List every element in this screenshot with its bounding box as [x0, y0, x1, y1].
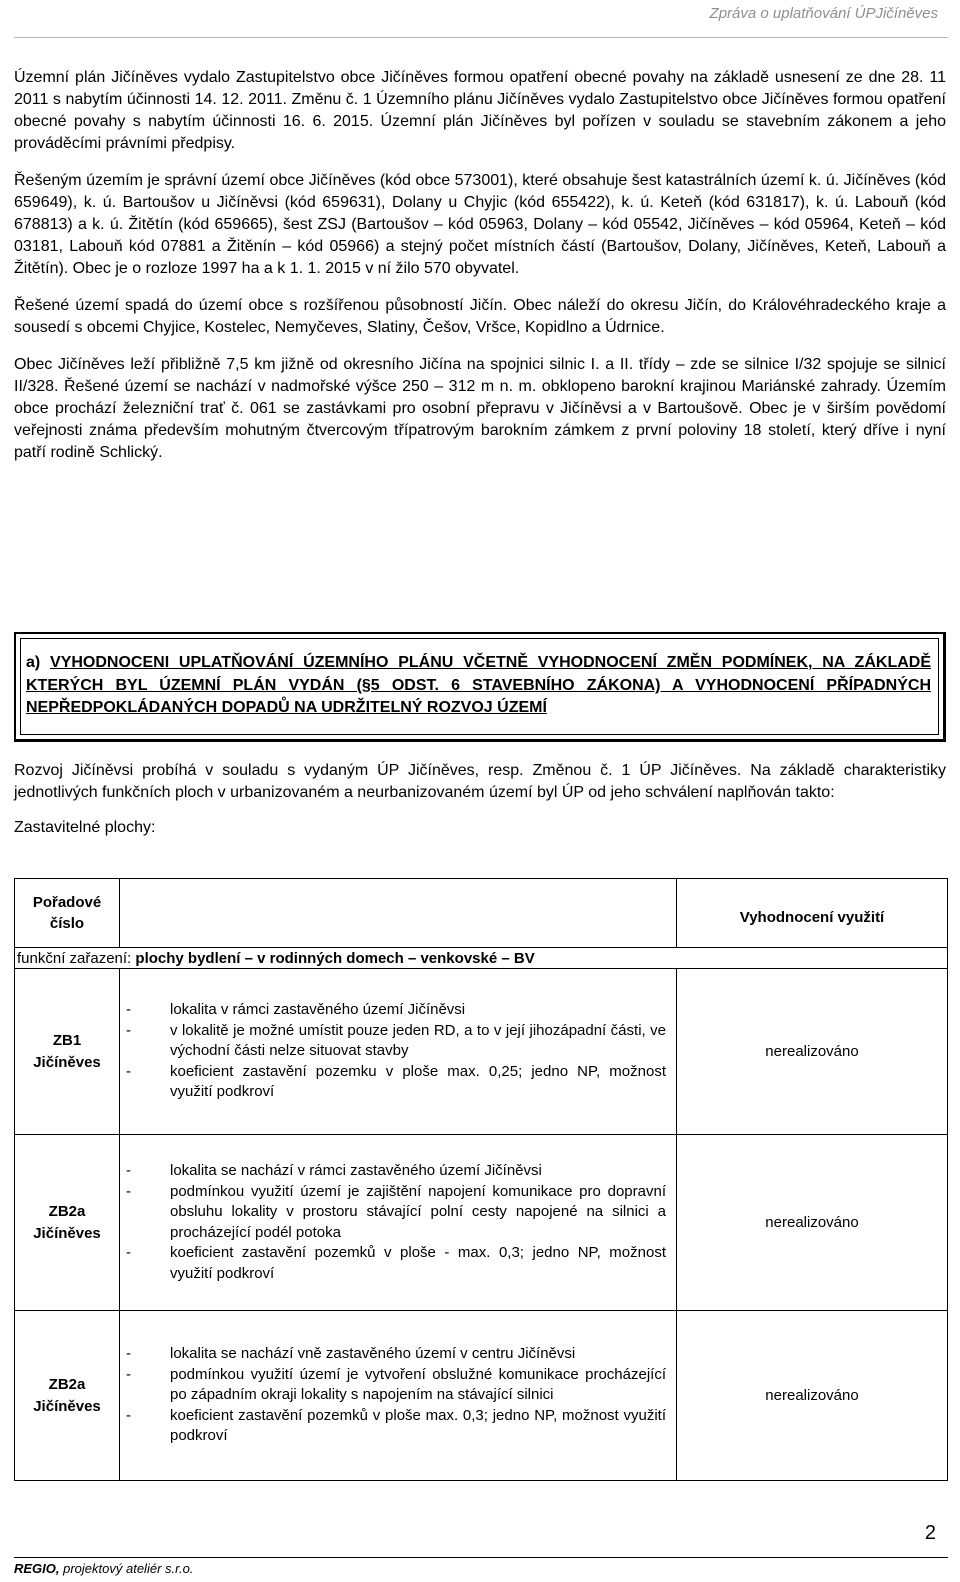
zastavitelne-plochy-subheading: Zastavitelné plochy:	[14, 819, 156, 836]
condition-text: lokalita se nachází v rámci zastavěného území Jičíněvsi	[170, 1162, 542, 1179]
table-header-row	[15, 879, 948, 948]
condition-item	[120, 1000, 666, 1021]
header-divider	[14, 37, 948, 38]
function-label: funkční zařazení: plochy bydlení – v rodinných domech – venkovské – BV	[15, 948, 948, 969]
row-status: nerealizováno	[677, 1135, 948, 1311]
conditions-list	[120, 1344, 676, 1447]
table-row	[15, 1311, 948, 1481]
dash-bullet: -	[126, 1062, 131, 1080]
dash-bullet: -	[126, 1365, 131, 1383]
footer-company	[14, 1561, 193, 1576]
condition-item	[120, 1344, 666, 1365]
column-header-podminky	[120, 879, 677, 948]
table-row	[15, 969, 948, 1135]
table-body	[15, 969, 948, 1481]
footer-company-rest: projektový ateliér s.r.o.	[59, 1561, 194, 1576]
dash-bullet: -	[126, 1021, 131, 1039]
footer-company-bold: REGIO,	[14, 1561, 60, 1576]
row-id-cell	[15, 1135, 120, 1311]
section-a-paragraph: Rozvoj Jičíněvsi probíhá v souladu s vydaným ÚP Jičíněves, resp. Změnou č. 1 ÚP Jičíněves. Na základě charakteristiky jednotlivých funkčních ploch v urbanizovaném a neurbanizovaném území byl ÚP od jeho schválení naplňován takto:	[14, 762, 946, 801]
condition-text: koeficient zastavění pozemků v ploše - max. 0,3; jedno NP, možnost využití podkroví	[170, 1244, 666, 1282]
dash-bullet: -	[126, 1244, 131, 1261]
dash-bullet: -	[126, 1406, 131, 1424]
conditions-list	[120, 1000, 676, 1103]
condition-item	[120, 1365, 666, 1406]
row-id-cell	[15, 969, 120, 1135]
row-id: ZB2a	[48, 1202, 86, 1220]
row-place: Jičíněves	[33, 1053, 101, 1071]
condition-item	[120, 1243, 666, 1284]
row-conditions-cell	[120, 969, 677, 1135]
condition-item	[120, 1406, 666, 1447]
condition-text: koeficient zastavění pozemků v ploše max. 0,3; jedno NP, možnost využití podkroví	[170, 1406, 666, 1445]
condition-text: v lokalitě je možné umístit pouze jeden RD, a to v její jihozápadní části, ve východní části nelze situovat stavby	[170, 1021, 666, 1060]
row-status: nerealizováno	[677, 969, 948, 1135]
intro-paragraph-4: Obec Jičíněves leží přibližně 7,5 km jižně od okresního Jičína na spojnici silnic I. a II. třídy – zde se silnice I/32 spojuje se silnicí II/328. Řešené území se nachází v nadmořské výšce 250 – 312 m n. m. obklopeno barokní krajinou Mariánské zahrady. Územím obce prochází železniční trať č. 061 se zastávkami pro osobní přepravu v Jičíněvsi a v Bartoušově. Obec je v širším povědomí veřejnosti známa především mohutným čtvercovým třípatrovým barokním zámkem z první poloviny 18 století, který dříve i nyní patří rodině Schlický.	[14, 356, 946, 461]
condition-item	[120, 1182, 666, 1244]
intro-text	[14, 67, 946, 479]
row-id: ZB1	[52, 1031, 82, 1049]
column-header-poradi: Pořadové číslo	[15, 879, 120, 948]
section-a-heading: a) VYHODNOCENI UPLATŇOVÁNÍ ÚZEMNÍHO PLÁNU VČETNĚ VYHODNOCENÍ ZMĚN PODMÍNEK, NA ZÁKLADĚ KTERÝCH BYL ÚZEMNÍ PLÁN VYDÁN (§5 ODST. 6 STAVEBNÍHO ZÁKONA) A VYHODNOCENÍ PŘÍPADNÝCH NEPŘEDPOKLÁDANÝCH DOPADŮ NA UDRŽITELNÝ ROZVOJ ÚZEMÍ	[26, 654, 931, 716]
dash-bullet: -	[126, 1001, 131, 1019]
row-conditions-cell	[120, 1311, 677, 1481]
section-a-body	[14, 760, 946, 837]
condition-item	[120, 1062, 666, 1103]
condition-text: podmínkou využití území je vytvoření obslužné komunikace procházející po západním okraji lokality s napojením na stávající silnici	[170, 1365, 666, 1404]
column-header-vyhodnoceni: Vyhodnocení využití	[677, 879, 948, 948]
dash-bullet: -	[126, 1345, 131, 1363]
condition-item	[120, 1161, 666, 1182]
condition-text: lokalita v rámci zastavěného území Jičíněvsi	[170, 1001, 466, 1019]
row-id-cell	[15, 1311, 120, 1481]
conditions-list	[120, 1161, 676, 1284]
row-id: ZB2a	[48, 1375, 86, 1393]
row-conditions-cell	[120, 1135, 677, 1311]
section-a-heading-box	[14, 632, 946, 742]
running-header-title: Zpráva o uplatňování ÚPJičíněves	[709, 5, 938, 22]
table-row	[15, 1135, 948, 1311]
row-status: nerealizováno	[677, 1311, 948, 1481]
footer-divider	[14, 1557, 948, 1558]
zastavitelne-plochy-table	[14, 878, 948, 1481]
page-number: 2	[924, 1522, 936, 1544]
intro-paragraph-1: Územní plán Jičíněves vydalo Zastupitelstvo obce Jičíněves formou opatření obecné povahy na základě usnesení ze dne 28. 11 2011 s nabytím účinnosti 14. 12. 2011. Změnu č. 1 Územního plánu Jičíněves vydalo Zastupitelstvo obce Jičíněves formou opatření obecné povahy s nabytím účinnosti 16. 6. 2015. Územní plán Jičíněves byl pořízen v souladu se stavebním zákonem a jeho prováděcími právními předpisy.	[14, 69, 946, 152]
dash-bullet: -	[126, 1162, 131, 1179]
intro-paragraph-3: Řešené území spadá do území obce s rozšířenou působností Jičín. Obec náleží do okresu Jičín, do Královéhradeckého kraje a sousedí s obcemi Chyjice, Kostelec, Nemyčeves, Slatiny, Češov, Vršce, Kopidlno a Údrnice.	[14, 297, 946, 336]
condition-text: lokalita se nachází vně zastavěného území v centru Jičíněvsi	[170, 1345, 576, 1363]
row-place: Jičíněves	[33, 1397, 101, 1415]
dash-bullet: -	[126, 1182, 131, 1200]
condition-text: koeficient zastavění pozemku v ploše max. 0,25; jedno NP, možnost využití podkroví	[170, 1062, 666, 1101]
condition-text: podmínkou využití území je zajištění napojení komunikace pro dopravní obsluhu lokality v prostoru stávající polní cesty napojené na silnici a procházející podél potoka	[170, 1182, 666, 1241]
condition-item	[120, 1021, 666, 1062]
intro-paragraph-2: Řešeným územím je správní území obce Jičíněves (kód obce 573001), které obsahuje šest katastrálních území k. ú. Jičíněves (kód 659649), k. ú. Bartoušov u Jičíněvsi (kód 659631), Dolany u Chyjic (kód 655422), k. ú. Keteň (kód 631817), k. ú. Labouň (kód 678813) a k. ú. Žitětín (kód 659665), šest ZSJ (Bartoušov – kód 05963, Dolany – kód 05542, Jičíněves – kód 05964, Keteň – kód 03181, Labouň kód 07881 a Žitěnín – kód 05966) a stejný počet místních částí (Bartoušov, Dolany, Jičíněves, Keteň, Labouň a Žitětín). Obec je o rozloze 1997 ha a k 1. 1. 2015 v ní žilo 570 obyvatel.	[14, 172, 946, 277]
row-place: Jičíněves	[33, 1224, 101, 1242]
function-row	[15, 948, 948, 969]
